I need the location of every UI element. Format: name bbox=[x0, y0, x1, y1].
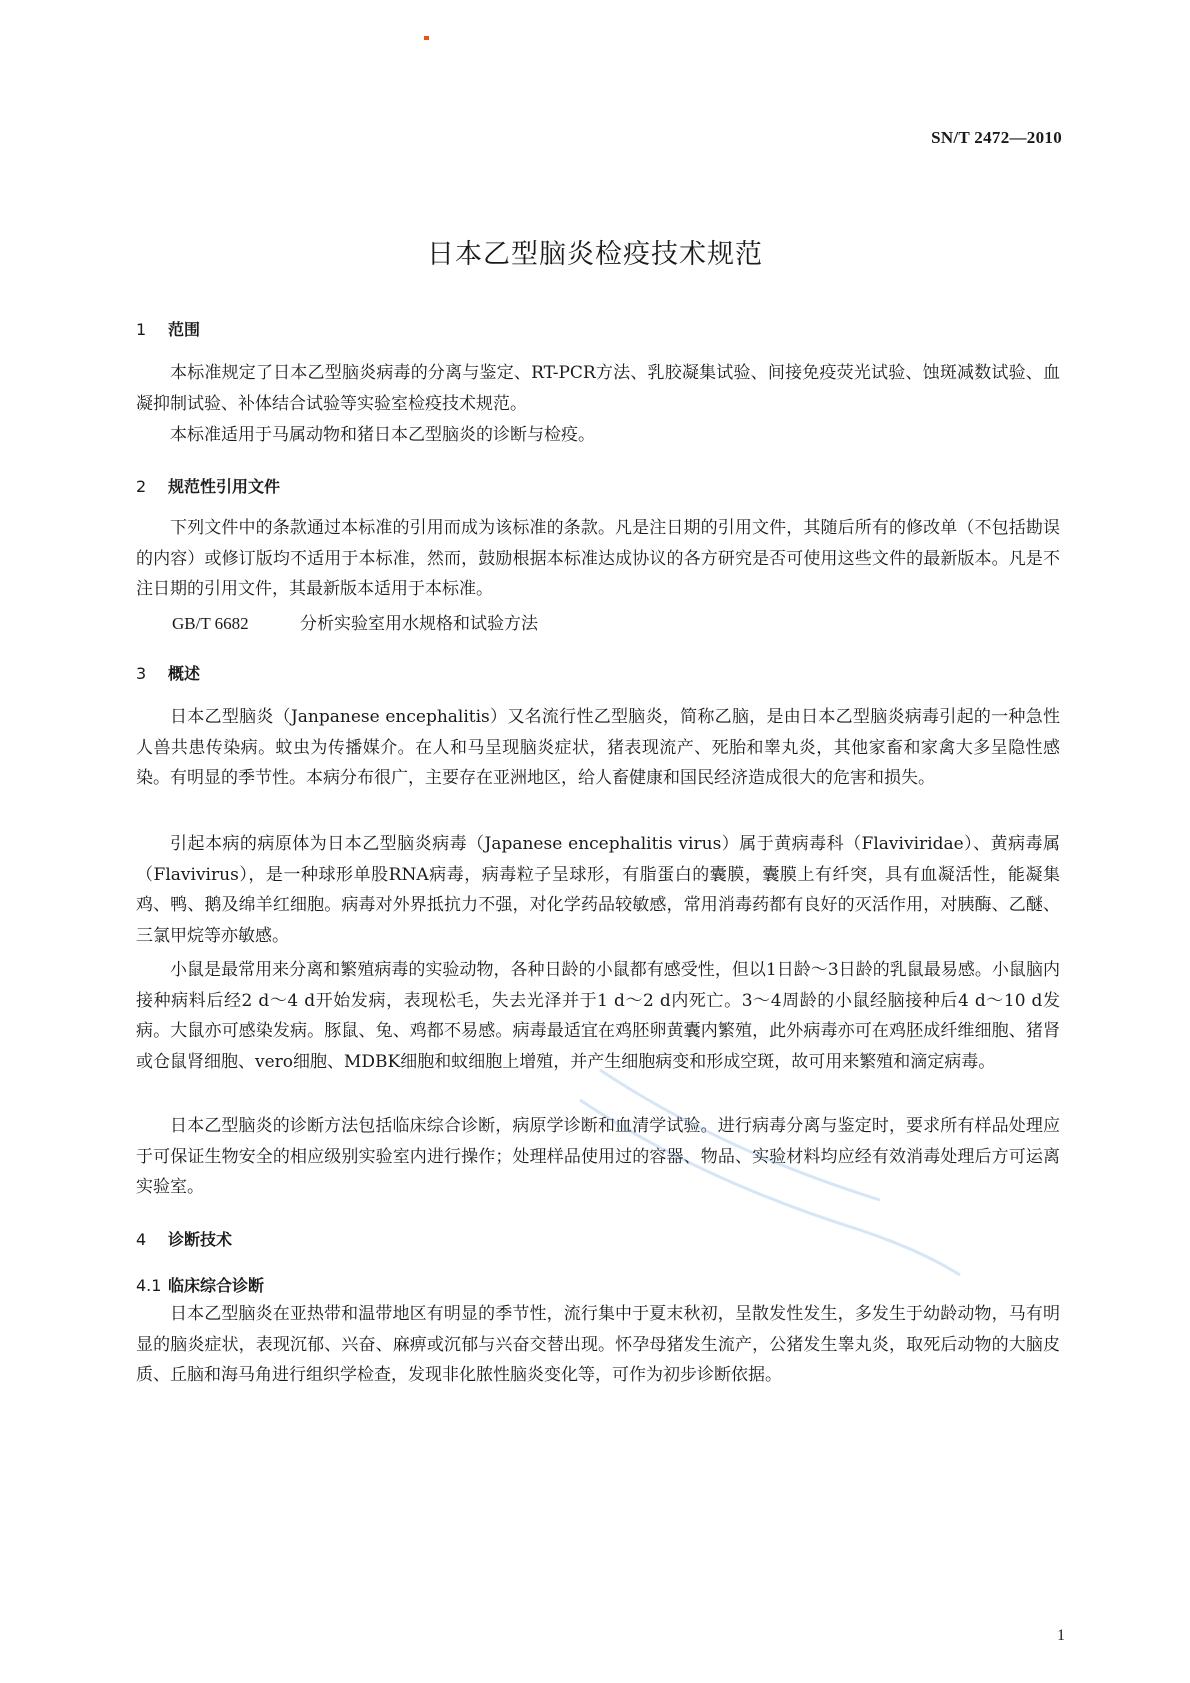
section-number: 4 bbox=[136, 1230, 147, 1249]
section-1-para-1: 本标准规定了日本乙型脑炎病毒的分离与鉴定、RT-PCR方法、乳胶凝集试验、间接免疫荧光试验、蚀斑减数试验、血凝抑制试验、补体结合试验等实验室检疫技术规范。 bbox=[136, 363, 1060, 414]
section-number: 1 bbox=[136, 320, 147, 339]
section-title: 临床综合诊断 bbox=[168, 1276, 265, 1295]
section-2-para-1: 下列文件中的条款通过本标准的引用而成为该标准的条款。凡是注日期的引用文件，其随后所有的修改单（不包括勘误的内容）或修订版均不适用于本标准，然而，鼓励根据本标准达成协议的各方研究是否可使用这些文件的最新版本。凡是不注日期的引用文件，其最新版本适用于本标准。 bbox=[136, 518, 1060, 599]
section-title: 诊断技术 bbox=[168, 1230, 233, 1249]
section-3-para-4: 日本乙型脑炎的诊断方法包括临床综合诊断，病原学诊断和血清学试验。进行病毒分离与鉴定时，要求所有样品处理应于可保证生物安全的相应级别实验室内进行操作；处理样品使用过的容器、物品、实验材料均应经有效消毒处理后方可运离实验室。 bbox=[136, 1116, 1060, 1197]
section-4-heading bbox=[136, 1227, 232, 1250]
reference-code: GB/T 6682 bbox=[172, 614, 249, 633]
section-3-para-3: 小鼠是最常用来分离和繁殖病毒的实验动物，各种日龄的小鼠都有感受性，但以1日龄～3日龄的乳鼠最易感。小鼠脑内接种病料后经2 d～4 d开始发病，表现松毛，失去光泽并于1 d～2 d内死亡。3～4周龄的小鼠经脑接种后4 d～10 d发病。大鼠亦可感染发病。豚鼠、兔、鸡都不易感。病毒最适宜在鸡胚卵黄囊内繁殖，此外病毒亦可在鸡胚成纤维细胞、猪肾或仓鼠肾细胞、vero细胞、MDBK细胞和蚊细胞上增殖，并产生细胞病变和形成空斑，故可用来繁殖和滴定病毒。 bbox=[136, 960, 1060, 1072]
section-4-1-para-1: 日本乙型脑炎在亚热带和温带地区有明显的季节性，流行集中于夏末秋初，呈散发性发生，多发生于幼龄动物，马有明显的脑炎症状，表现沉郁、兴奋、麻痹或沉郁与兴奋交替出现。怀孕母猪发生流产，公猪发生睾丸炎，取死后动物的大脑皮质、丘脑和海马角进行组织学检查，发现非化脓性脑炎变化等，可作为初步诊断依据。 bbox=[136, 1304, 1060, 1385]
document-title: 日本乙型脑炎检疫技术规范 bbox=[427, 239, 763, 270]
section-title: 概述 bbox=[168, 664, 201, 683]
section-title: 范围 bbox=[168, 320, 201, 339]
section-title: 规范性引用文件 bbox=[168, 477, 281, 496]
section-3-heading bbox=[136, 661, 200, 684]
section-number: 4.1 bbox=[136, 1276, 162, 1295]
normative-reference bbox=[172, 609, 538, 639]
section-1-para-2: 本标准适用于马属动物和猪日本乙型脑炎的诊断与检疫。 bbox=[170, 425, 595, 445]
section-number: 2 bbox=[136, 477, 147, 496]
section-4-1-heading bbox=[136, 1273, 264, 1296]
reference-title: 分析实验室用水规格和试验方法 bbox=[300, 614, 538, 634]
page-number: 1 bbox=[1057, 1627, 1065, 1644]
orange-mark bbox=[424, 36, 429, 40]
section-number: 3 bbox=[136, 664, 147, 683]
section-1-heading bbox=[136, 317, 200, 340]
section-2-heading bbox=[136, 474, 280, 497]
standard-number: SN/T 2472—2010 bbox=[931, 128, 1062, 147]
section-3-para-2: 引起本病的病原体为日本乙型脑炎病毒（Japanese encephalitis virus）属于黄病毒科（Flaviviridae）、黄病毒属（Flavivirus），是一种球形单股RNA病毒，病毒粒子呈球形，有脂蛋白的囊膜，囊膜上有纤突，具有血凝活性，能凝集鸡、鸭、鹅及绵羊红细胞。病毒对外界抵抗力不强，对化学药品较敏感，常用消毒药都有良好的灭活作用，对胰酶、乙醚、三氯甲烷等亦敏感。 bbox=[136, 834, 1060, 946]
section-3-para-1: 日本乙型脑炎（Janpanese encephalitis）又名流行性乙型脑炎，简称乙脑，是由日本乙型脑炎病毒引起的一种急性人兽共患传染病。蚊虫为传播媒介。在人和马呈现脑炎症状，猪表现流产、死胎和睾丸炎，其他家畜和家禽大多呈隐性感染。有明显的季节性。本病分布很广，主要存在亚洲地区，给人畜健康和国民经济造成很大的危害和损失。 bbox=[136, 707, 1060, 788]
